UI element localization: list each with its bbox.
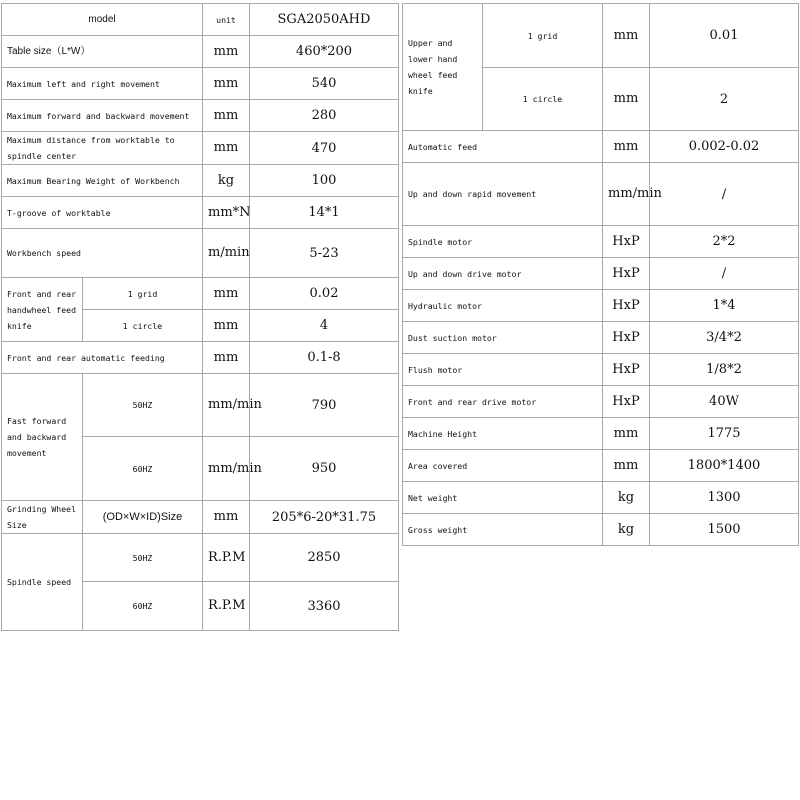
spec-value: 0.02: [250, 278, 399, 310]
spec-label: Front and rear drive motor: [403, 386, 603, 418]
table-row: [403, 4, 799, 68]
spec-sublabel: 1 grid: [483, 4, 603, 68]
table-row: [2, 534, 399, 582]
spec-value: 540: [250, 68, 399, 100]
spec-unit: kg: [603, 514, 650, 546]
spec-label: Table size（L*W）: [2, 36, 203, 68]
spec-unit: mm: [203, 278, 250, 310]
table-row: [2, 342, 399, 374]
spec-unit: mm: [603, 450, 650, 482]
spec-label: Front and rear handwheel feed knife: [2, 278, 83, 342]
table-row: [403, 226, 799, 258]
spec-sublabel: 1 grid: [83, 278, 203, 310]
spec-sublabel: 50HZ: [83, 374, 203, 437]
table-row: [2, 132, 399, 165]
spec-label: Gross weight: [403, 514, 603, 546]
spec-label: Grinding Wheel Size: [2, 501, 83, 534]
table-row: [2, 4, 399, 36]
spec-sublabel: 50HZ: [83, 534, 203, 582]
spec-label: Net weight: [403, 482, 603, 514]
spec-label: Area covered: [403, 450, 603, 482]
table-row: [2, 501, 399, 534]
spec-unit: HxP: [603, 354, 650, 386]
table-row: [2, 36, 399, 68]
spec-label: Machine Height: [403, 418, 603, 450]
spec-label: Front and rear automatic feeding: [2, 342, 203, 374]
table-row: [2, 278, 399, 310]
spec-value: 100: [250, 165, 399, 197]
spec-label: T-groove of worktable: [2, 197, 203, 229]
spec-value: 0.002-0.02: [650, 131, 799, 163]
spec-sublabel: 60HZ: [83, 437, 203, 501]
spec-value: 470: [250, 132, 399, 165]
spec-label: Maximum left and right movement: [2, 68, 203, 100]
table-row: [403, 258, 799, 290]
spec-value: /: [650, 163, 799, 226]
table-row: [403, 131, 799, 163]
spec-value: 5-23: [250, 229, 399, 278]
spec-unit: mm*N: [203, 197, 250, 229]
spec-label: Spindle motor: [403, 226, 603, 258]
spec-label: Up and down drive motor: [403, 258, 603, 290]
spec-value: 14*1: [250, 197, 399, 229]
spec-label: Up and down rapid movement: [403, 163, 603, 226]
spec-unit: HxP: [603, 386, 650, 418]
spec-value: 40W: [650, 386, 799, 418]
spec-value: 1500: [650, 514, 799, 546]
spec-label: Maximum forward and backward movement: [2, 100, 203, 132]
table-row: [403, 354, 799, 386]
spec-value: 4: [250, 310, 399, 342]
spec-value: 1*4: [650, 290, 799, 322]
table-row: [2, 165, 399, 197]
spec-unit: mm: [603, 68, 650, 131]
spec-unit: mm: [203, 100, 250, 132]
spec-unit: m/min: [203, 229, 250, 278]
spec-unit: mm: [603, 4, 650, 68]
spec-unit: mm: [203, 501, 250, 534]
spec-sublabel: 1 circle: [83, 310, 203, 342]
spec-table-right: [402, 3, 799, 546]
table-row: [403, 386, 799, 418]
spec-value: 3360: [250, 582, 399, 631]
spec-unit: R.P.M: [203, 534, 250, 582]
spec-value: 2: [650, 68, 799, 131]
spec-unit: mm: [203, 68, 250, 100]
spec-unit: HxP: [603, 258, 650, 290]
spec-unit: mm/min: [603, 163, 650, 226]
table-row: [2, 197, 399, 229]
spec-unit: kg: [603, 482, 650, 514]
spec-sublabel: (OD×W×ID)Size: [83, 501, 203, 534]
spec-value: 280: [250, 100, 399, 132]
spec-value: 1/8*2: [650, 354, 799, 386]
spec-value: 0.1-8: [250, 342, 399, 374]
table-row: [403, 514, 799, 546]
spec-unit: HxP: [603, 322, 650, 354]
spec-value: 460*200: [250, 36, 399, 68]
spec-label: Workbench speed: [2, 229, 203, 278]
table-row: [2, 68, 399, 100]
spec-value: 0.01: [650, 4, 799, 68]
spec-value: 2*2: [650, 226, 799, 258]
spec-unit: HxP: [603, 290, 650, 322]
spec-value: 1775: [650, 418, 799, 450]
spec-value: 1800*1400: [650, 450, 799, 482]
table-row: [403, 418, 799, 450]
spec-unit: R.P.M: [203, 582, 250, 631]
spec-label: Hydraulic motor: [403, 290, 603, 322]
spec-label: Maximum distance from worktable to spindle center: [2, 132, 203, 165]
table-row: [403, 163, 799, 226]
spec-unit: mm: [203, 36, 250, 68]
spec-label: Spindle speed: [2, 534, 83, 631]
spec-unit: mm: [603, 418, 650, 450]
spec-unit: mm: [203, 310, 250, 342]
spec-unit: mm/min: [203, 437, 250, 501]
model-header: model: [2, 4, 203, 36]
unit-header: unit: [203, 4, 250, 36]
spec-label: Upper and lower hand wheel feed knife: [403, 4, 483, 131]
spec-label: Automatic feed: [403, 131, 603, 163]
table-row: [2, 100, 399, 132]
spec-value: 950: [250, 437, 399, 501]
spec-unit: kg: [203, 165, 250, 197]
spec-unit: HxP: [603, 226, 650, 258]
table-row: [2, 229, 399, 278]
spec-label: Maximum Bearing Weight of Workbench: [2, 165, 203, 197]
spec-value: 205*6-20*31.75: [250, 501, 399, 534]
table-row: [403, 322, 799, 354]
spec-value: /: [650, 258, 799, 290]
spec-value: 2850: [250, 534, 399, 582]
spec-unit: mm/min: [203, 374, 250, 437]
spec-sublabel: 1 circle: [483, 68, 603, 131]
spec-sublabel: 60HZ: [83, 582, 203, 631]
table-row: [2, 374, 399, 437]
table-row: [403, 290, 799, 322]
spec-table-left: [1, 3, 399, 631]
spec-label: Dust suction motor: [403, 322, 603, 354]
spec-unit: mm: [603, 131, 650, 163]
spec-value: 790: [250, 374, 399, 437]
spec-unit: mm: [203, 342, 250, 374]
spec-value: 1300: [650, 482, 799, 514]
spec-label: Fast forward and backward movement: [2, 374, 83, 501]
table-row: [403, 482, 799, 514]
table-row: [403, 450, 799, 482]
model-value: SGA2050AHD: [250, 4, 399, 36]
spec-value: 3/4*2: [650, 322, 799, 354]
spec-unit: mm: [203, 132, 250, 165]
spec-label: Flush motor: [403, 354, 603, 386]
